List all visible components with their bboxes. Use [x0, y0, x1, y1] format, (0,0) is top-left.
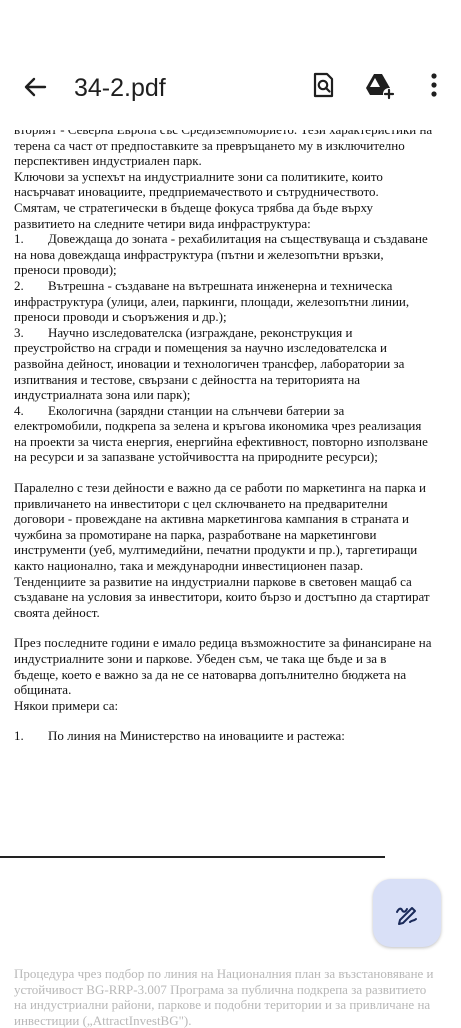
text-line: Процедура чрез подбор по линия на Националния план за възстановяване и [14, 966, 434, 981]
text-line: През последните години е имало редица възможностите за финансиране на [14, 635, 432, 651]
text-line: на проекти за чиста енергия, енергийна ефективност, повторно използване [14, 433, 428, 449]
more-options-button[interactable] [418, 68, 452, 102]
text-line: привличането на инвеститори с цел сключването на предварителни [14, 495, 388, 511]
list-number: 3. [14, 324, 24, 340]
list-text: По линия на Министерство на иновациите и растежа: [48, 728, 345, 744]
text-line: инвестиции („AttractInvestBG"). [14, 1012, 192, 1028]
add-to-drive-button[interactable] [362, 68, 396, 102]
search-document-icon [306, 68, 340, 102]
list-item [14, 325, 454, 341]
list-number: 4. [14, 402, 24, 418]
text-line: перспективен индустриален парк. [14, 153, 202, 169]
list-text: Вътрешна - създаване на вътрешната инженерна и техническа [48, 277, 393, 293]
document-text [14, 122, 454, 744]
text-line: развитието на следните четири вида инфраструктура: [14, 215, 311, 231]
text-line: инфраструктура (улици, алеи, паркинги, площади, железопътни линии, [14, 293, 410, 309]
list-number: 1. [14, 728, 24, 744]
app-bar [0, 0, 461, 130]
list-item [14, 728, 454, 744]
text-line: на ресурси и за запазване устойчивостта на природните ресурси); [14, 449, 378, 465]
text-line: насърчават иновациите, предприемачеството и сътрудничеството. [14, 184, 379, 200]
text-line: Някои примери са: [14, 697, 119, 713]
annotate-pen-icon [392, 898, 422, 928]
list-text: Екологична (зарядни станции на слънчеви батерии за [48, 402, 345, 418]
text-line: устойчивост BG-RRP-3.007 Програма за публична подкрепа за развитието [14, 981, 427, 997]
text-line: Ключови за успехът на индустриалните зони са политиките, които [14, 168, 383, 184]
next-page-text [14, 966, 454, 1028]
text-line: договори - провеждане на активна маркетингова кампания в страната и [14, 511, 409, 527]
list-item [14, 403, 454, 419]
text-line: електромобили, подкрепа за зелена и кръгова икономика чрез реализация [14, 418, 422, 434]
text-line: бъдеще, което е важно за да не се натоварва допълнително бюджета на [14, 666, 407, 682]
text-line: преноси проводи); [14, 262, 117, 278]
text-line: индустриалната зона или парк); [14, 387, 191, 403]
document-title: 34-2.pdf [74, 74, 166, 102]
text-line: своята дейност. [14, 604, 100, 620]
arrow-back-icon [18, 70, 52, 104]
text-line: на нова довеждаща инфраструктура (пътни и железопътни връзки, [14, 246, 384, 262]
list-item [14, 278, 454, 294]
text-line: преустройство на сгради и помещения за научно изследователска и [14, 340, 387, 356]
text-line: Тенденциите за развитие на индустриални паркове в световен мащаб са [14, 573, 412, 589]
list-text: Довеждаща до зоната - рехабилитация на съществуваща и създаване [48, 231, 428, 247]
list-text: Научно изследователска (изграждане, реконструкция и [48, 324, 353, 340]
list-number: 1. [14, 231, 24, 247]
list-number: 2. [14, 277, 24, 293]
pdf-page[interactable] [0, 100, 461, 860]
text-line: Смятам, че стратегически в бъдеще фокуса трябва да бъде върху [14, 199, 374, 215]
text-line: чужбина за промотиране на парка, разработване на маркетингови [14, 526, 377, 542]
search-document-button[interactable] [306, 68, 340, 102]
back-button[interactable] [18, 70, 52, 104]
text-line: създаване на условия за инвеститори, които бързо и достъпно да стартират [14, 589, 430, 605]
text-line: на индустриални райони, паркове и подобни територии и за привличане на [14, 997, 431, 1013]
more-vert-icon [418, 68, 452, 102]
text-line: преноси проводи и съоръжения и др.); [14, 309, 227, 325]
page-divider [0, 856, 385, 858]
text-line: развойна дейност, иновации и технологичен трансфер, лаборатории за [14, 355, 405, 371]
annotate-button[interactable] [373, 879, 441, 947]
text-line: общината. [14, 682, 72, 698]
list-item [14, 231, 454, 247]
text-line: изпитвания и тестове, свързани с дейността на територията на [14, 371, 361, 387]
text-line: терена са част от предпоставките за превръщането му в изключително [14, 137, 405, 153]
text-line: индустриалните зони и паркове. Убеден съм, че така ще бъде и за в [14, 651, 387, 666]
text-line: инструменти (уеб, мултимедийни, печатни продукти и пр.), таргетиращи [14, 542, 418, 558]
drive-add-icon [362, 68, 396, 102]
text-line: Паралелно с тези дейности е важно да се работи по маркетинга на парка и [14, 480, 427, 496]
text-line: както национално, така и международни инвестиционен пазар. [14, 558, 364, 574]
